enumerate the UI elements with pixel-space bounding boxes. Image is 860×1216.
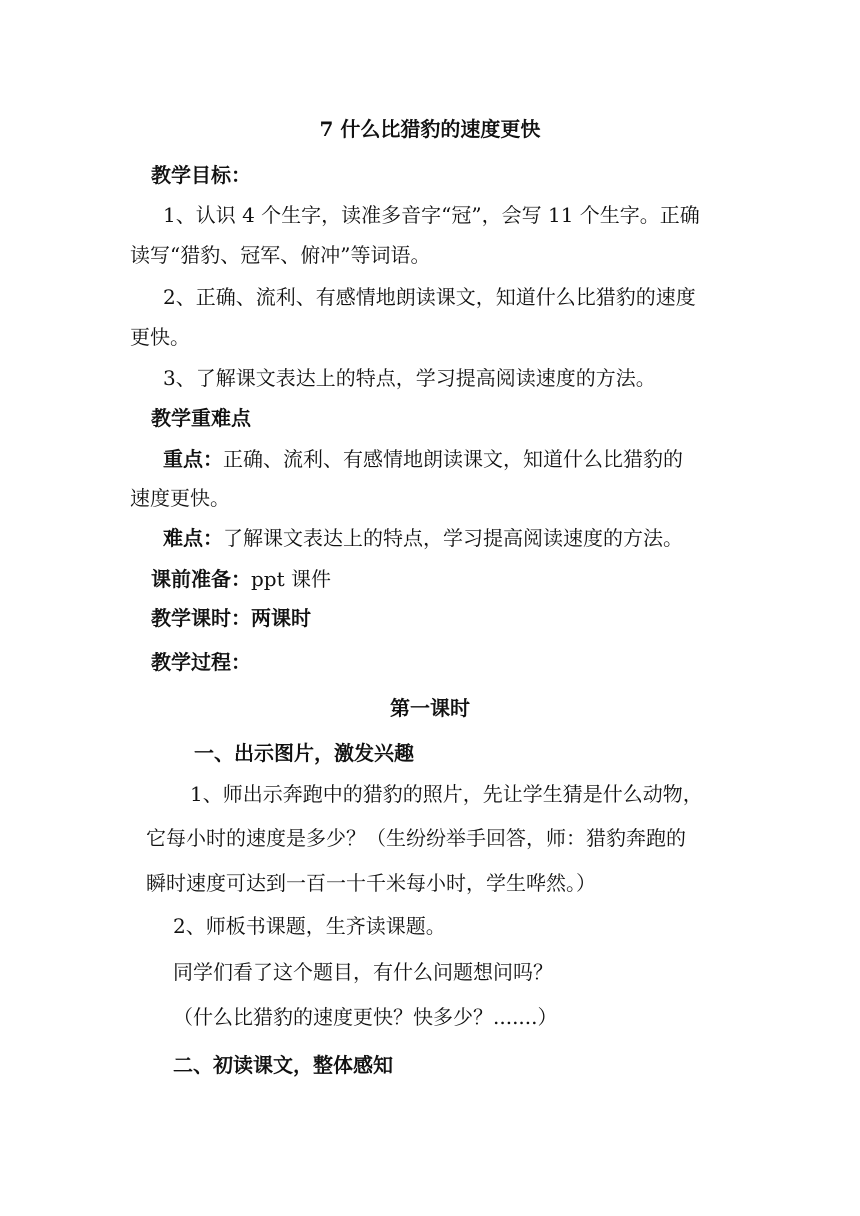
objective-1-line-2: 读写“猎豹、冠军、俯冲”等词语。 bbox=[130, 243, 431, 267]
step-2: 2、师板书课题，生齐读课题。 bbox=[173, 914, 446, 938]
difficulty-line bbox=[163, 526, 683, 550]
lesson-1-heading: 第一课时 bbox=[390, 696, 470, 720]
document-title: 7 什么比猎豹的速度更快 bbox=[319, 117, 541, 141]
key-point-text: 正确、流利、有感情地朗读课文，知道什么比猎豹的 bbox=[223, 447, 683, 471]
key-point-label: 重点： bbox=[163, 447, 223, 471]
key-point-line-2: 速度更快。 bbox=[130, 486, 230, 510]
process-heading: 教学过程： bbox=[151, 650, 251, 674]
key-point-line-1 bbox=[163, 447, 683, 471]
difficulty-text: 了解课文表达上的特点，学习提高阅读速度的方法。 bbox=[223, 526, 683, 550]
step-1-line-2: 它每小时的速度是多少？（生纷纷举手回答，师：猎豹奔跑的 bbox=[146, 826, 686, 850]
question-examples: （什么比猎豹的速度更快？快多少？.......） bbox=[173, 1005, 558, 1029]
lesson-hours: 教学课时：两课时 bbox=[151, 606, 311, 630]
question-prompt: 同学们看了这个题目，有什么问题想问吗？ bbox=[173, 960, 553, 984]
prep-line bbox=[151, 567, 331, 591]
section-1-heading: 一、出示图片，激发兴趣 bbox=[194, 741, 414, 765]
objective-3: 3、了解课文表达上的特点，学习提高阅读速度的方法。 bbox=[163, 366, 656, 390]
objective-1-line-1: 1、认识 4 个生字，读准多音字“冠”，会写 11 个生字。正确 bbox=[163, 203, 700, 227]
section-2-heading: 二、初读课文，整体感知 bbox=[173, 1053, 393, 1077]
prep-text: ppt 课件 bbox=[251, 567, 331, 591]
step-1-line-1: 1、师出示奔跑中的猎豹的照片，先让学生猜是什么动物， bbox=[190, 782, 703, 806]
prep-label: 课前准备： bbox=[151, 567, 251, 591]
objective-2-line-1: 2、正确、流利、有感情地朗读课文，知道什么比猎豹的速度 bbox=[163, 285, 696, 309]
step-1-line-3: 瞬时速度可达到一百一十千米每小时，学生哗然。） bbox=[146, 871, 596, 895]
difficulty-label: 难点： bbox=[163, 526, 223, 550]
keypoints-heading: 教学重难点 bbox=[151, 406, 251, 430]
objective-2-line-2: 更快。 bbox=[130, 325, 190, 349]
objectives-heading: 教学目标： bbox=[151, 163, 251, 187]
